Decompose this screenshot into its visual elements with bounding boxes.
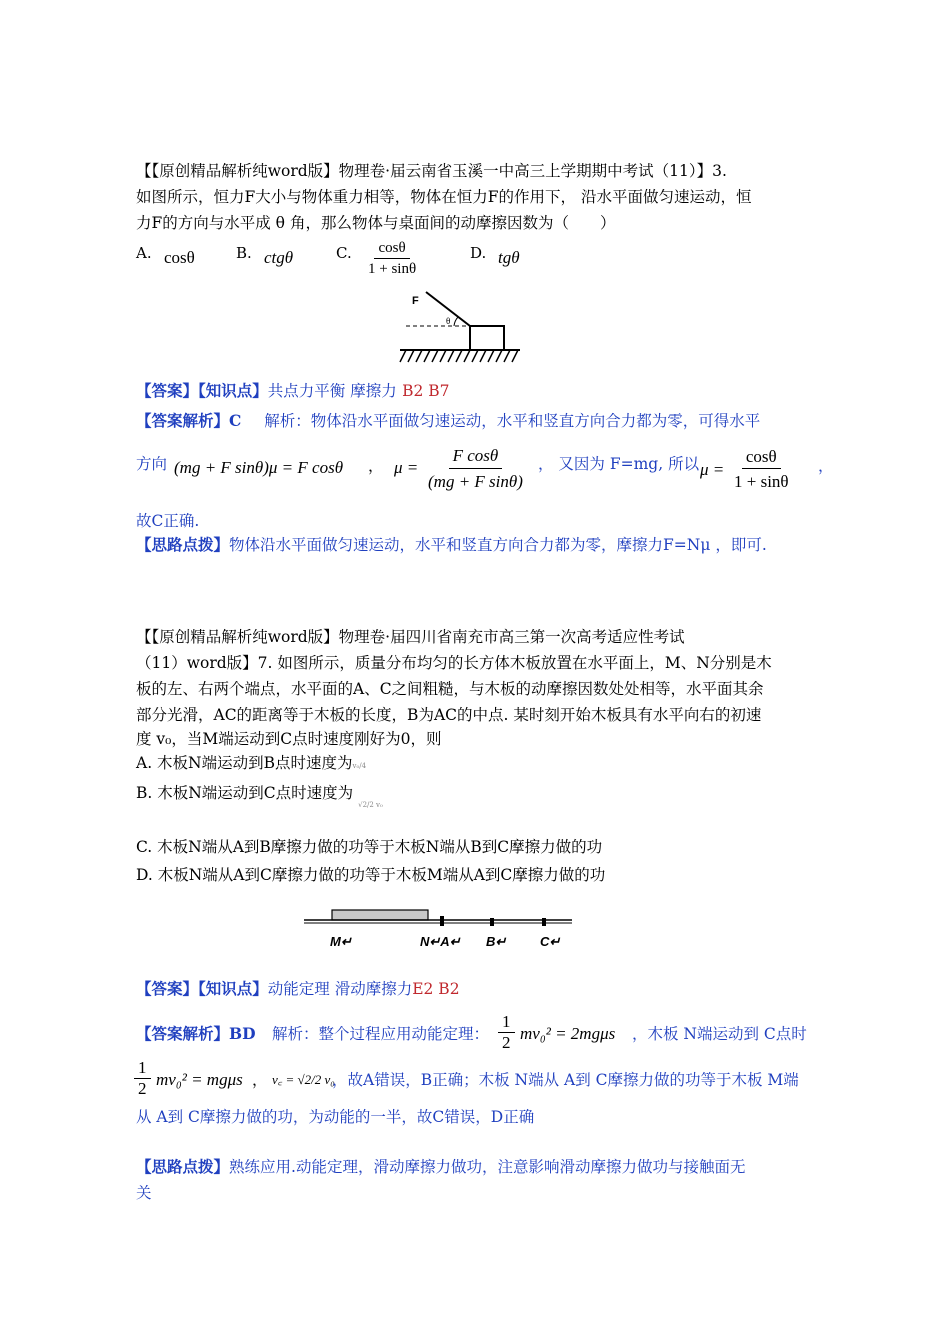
q1-figure (396, 286, 526, 368)
q2-analysis-text3: ，故A错误，B正确；木板 N端从 A到 C摩擦力做的功等于木板 M端 (332, 1071, 799, 1089)
q1-stem-line3: 力F的方向与水平成 θ 角，那么物体与桌面间的动摩擦因数为（ ） (136, 214, 616, 232)
q2-eq2-fraction (134, 1058, 151, 1099)
q2-analysis-text2: ，木板 N端运动到 C点时 (632, 1025, 807, 1043)
q2-knowledge-points: 动能定理 滑动摩擦力 (267, 980, 413, 998)
q2-stem-line5: 度 v₀，当M端运动到C点时速度刚好为0，则 (136, 730, 442, 748)
q2-label-n-a: N↵A↵ (420, 934, 461, 949)
q1-option-c-denominator: 1 + sinθ (368, 261, 417, 277)
q1-equation-line (136, 444, 834, 498)
q2-option-a-text: A. 木板N端运动到B点时速度为 (136, 754, 353, 772)
q1-option-c-label: C. (336, 244, 352, 262)
q2-analysis-tag: 【答案解析】BD (136, 1024, 256, 1043)
q1-knowledge-points: 共点力平衡 摩擦力 (267, 382, 397, 400)
q2-answer-tag: 【答案】【知识点】 (136, 979, 268, 998)
q2-option-d: D. 木板N端从A到C摩擦力做的功等于木板M端从A到C摩擦力做的功 (136, 866, 606, 884)
q2-stem-line3: 板的左、右两个端点，水平面的A、C之间粗糙，与木板的动摩擦因数处处相等，水平面其余 (136, 680, 764, 698)
q1-answer-tag: 【答案】【知识点】 (136, 381, 268, 400)
q1-ground-hatching (400, 350, 518, 362)
q2-eq2-frac-num: 1 (134, 1058, 151, 1079)
q2-label-b: B↵ (486, 934, 507, 949)
q2-analysis-line1 (136, 1010, 826, 1056)
q2-eq1-rest: mv₀² = 2mgμs (520, 1024, 616, 1043)
q2-hint-tag: 【思路点拨】 (136, 1157, 230, 1176)
q2-stem-line2: （11）word版】7. 如图所示，质量分布均匀的长方体木板放置在水平面上，M、N分别是木 (136, 654, 772, 672)
q1-option-d-label: D. (470, 244, 487, 262)
q2-hint-line2: 关 (136, 1184, 152, 1202)
q1-hint-tag: 【思路点拨】 (136, 535, 230, 554)
q1-equation-3-numerator: cosθ (742, 446, 781, 469)
q2-eq1-frac-num: 1 (498, 1012, 515, 1033)
q1-analysis-line (136, 410, 760, 432)
q1-theta-label: θ (446, 316, 451, 326)
q1-knowledge-codes: B2 B7 (402, 382, 450, 400)
q2-hint-text: 熟练应用.动能定理，滑动摩擦力做功，注意影响滑动摩擦力做功与接触面无 (229, 1158, 746, 1176)
q2-marker-b (490, 918, 494, 926)
q2-board (332, 910, 428, 920)
q1-angle-arc (454, 317, 458, 326)
q1-equation-2 (424, 444, 527, 495)
q1-analysis-tag: 【答案解析】C (136, 411, 242, 430)
q2-option-c: C. 木板N端从A到B摩擦力做的功等于木板N端从B到C摩擦力做的功 (136, 838, 603, 856)
q2-option-b (136, 782, 383, 818)
q1-option-b-label: B. (236, 244, 252, 262)
q2-hint-line (136, 1156, 745, 1178)
q2-eq2-frac-den: 2 (138, 1079, 147, 1098)
q1-block (470, 326, 504, 350)
q1-equation-3-tail: ， (818, 457, 834, 475)
q2-marker-c (542, 918, 546, 926)
q1-option-a-math: cosθ (164, 248, 195, 267)
q2-option-a-math: v₀/4 (352, 762, 367, 770)
q1-answer-line (136, 380, 450, 402)
q1-option-c-fraction (364, 238, 420, 279)
q2-figure (304, 904, 574, 956)
q1-analysis-text: 解析：物体沿水平面做匀速运动，水平和竖直方向合力都为零，可得水平 (264, 412, 761, 430)
q2-option-b-math: √2/2 v₀ (358, 801, 383, 809)
q2-analysis-text1: 解析：整个过程应用动能定理： (272, 1025, 490, 1043)
q1-option-d-math: tgθ (498, 248, 520, 267)
q2-analysis-line2 (136, 1056, 826, 1102)
q2-stem-line4: 部分光滑，AC的距离等于木板的长度，B为AC的中点. 某时刻开始木板具有水平向右的初速 (136, 706, 762, 724)
q2-label-m: M↵ (330, 934, 352, 949)
q1-mu-symbol-2: μ = (700, 460, 725, 479)
q1-header: 【【原创精品解析纯word版】物理卷·届云南省玉溪一中高三上学期期中考试（11）】3. (136, 162, 727, 180)
q2-option-b-text: B. 木板N端运动到C点时速度为 (136, 784, 354, 802)
q2-eq2-sep: ， (252, 1071, 268, 1089)
q1-equation-2-numerator: F cosθ (449, 444, 503, 469)
q1-equation-2-denominator: (mg + F sinθ) (428, 472, 523, 491)
q1-equation-separator: ， (368, 457, 384, 475)
q2-analysis-text4: 从 A到 C摩擦力做的功，为动能的一半，故C错误，D正确 (136, 1108, 535, 1126)
q2-header: 【【原创精品解析纯word版】物理卷·届四川省南充市高三第一次高考适应性考试 (136, 628, 685, 646)
q1-option-a-label: A. (136, 244, 152, 262)
q2-marker-a (440, 916, 444, 926)
q2-eq2-rest: mv₀² = mgμs (156, 1070, 243, 1089)
q1-force-label: F (412, 295, 419, 307)
q1-hint-line (136, 534, 767, 556)
q2-answer-line (136, 978, 460, 1000)
q1-conclusion: 故C正确. (136, 512, 200, 530)
q1-hint-text: 物体沿水平面做匀速运动，水平和竖直方向合力都为零，摩擦力F=Nμ ，即可. (229, 536, 767, 554)
q1-option-b-math: ctgθ (264, 248, 294, 267)
q2-eq3: v꜀ = √2/2 v₀ (272, 1072, 335, 1087)
q2-eq1-fraction (498, 1012, 515, 1053)
q2-label-c: C↵ (540, 934, 561, 949)
q1-stem-line2: 如图所示，恒力F大小与物体重力相等，物体在恒力F的作用下， 沿水平面做匀速运动，恒 (136, 188, 752, 206)
q1-because-text: ， 又因为 F=mg, 所以 (538, 455, 700, 473)
q1-mu-symbol: μ = (394, 458, 419, 477)
q2-knowledge-codes: E2 B2 (412, 980, 460, 998)
q1-options (136, 238, 736, 284)
q1-option-c-numerator: cosθ (374, 238, 409, 259)
q1-equation-3-denominator: 1 + sinθ (734, 472, 789, 491)
q1-equation-3 (730, 446, 793, 495)
q2-eq1-frac-den: 2 (502, 1033, 511, 1052)
q2-option-a (136, 752, 366, 777)
q1-equation-1: (mg + F sinθ)μ = F cosθ (174, 458, 344, 477)
q1-direction-word: 方向 (136, 455, 168, 473)
